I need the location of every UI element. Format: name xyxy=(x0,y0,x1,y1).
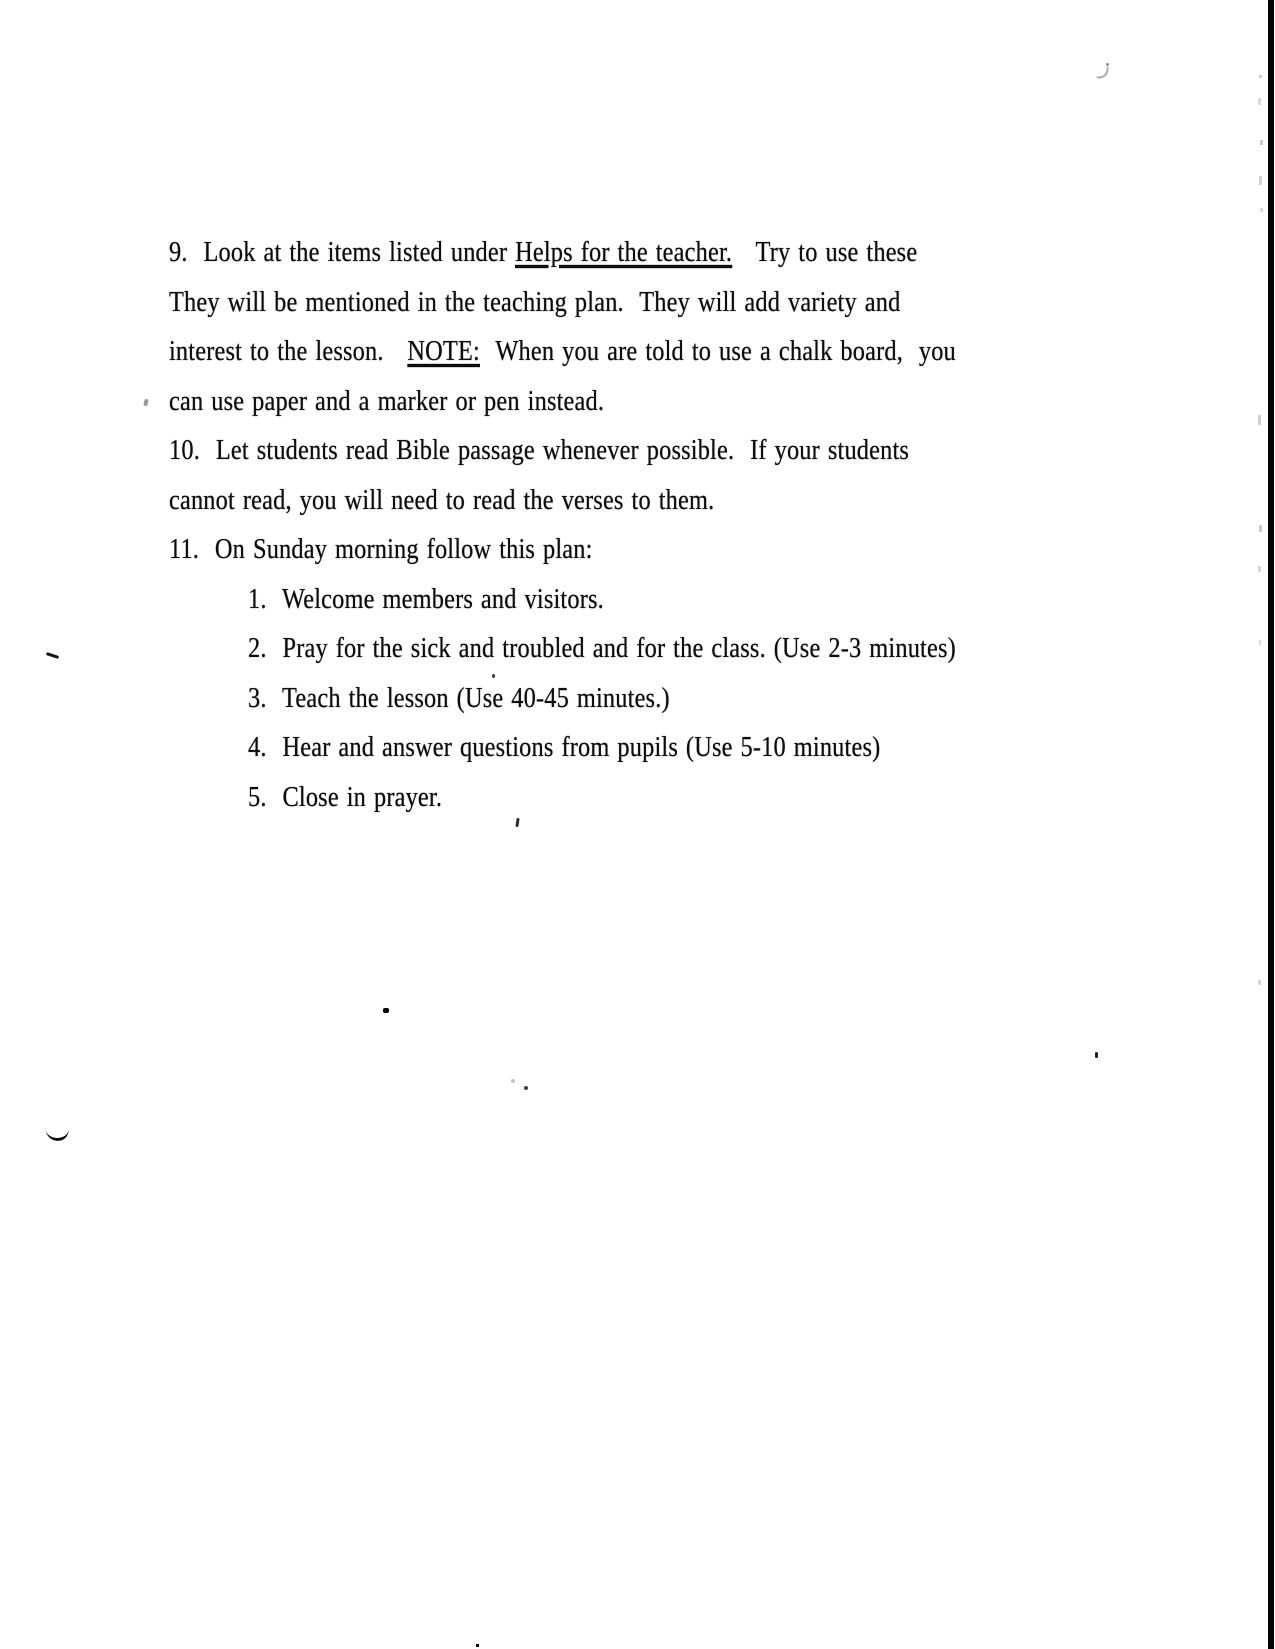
doc-line-item9-row3 xyxy=(169,333,956,369)
scan-edge-noise xyxy=(1259,525,1262,532)
doc-subitem-3 xyxy=(248,680,670,716)
scan-edge-line xyxy=(1268,0,1274,1649)
text-run: interest to the lesson. xyxy=(169,335,408,367)
scan-edge-noise xyxy=(1258,98,1261,105)
scan-dot xyxy=(383,1008,389,1013)
scan-comma-speck xyxy=(515,818,519,827)
scan-speck xyxy=(492,674,495,678)
doc-subitem-2 xyxy=(248,630,956,666)
scan-speck xyxy=(524,1086,528,1090)
scan-edge-noise xyxy=(1258,566,1261,572)
text-run: 10. Let students read Bible passage whenever possible. If your students xyxy=(169,434,910,466)
scan-edge-noise xyxy=(1258,980,1261,985)
scan-tick-mark xyxy=(46,652,59,659)
text-run: can use paper and a marker or pen instead. xyxy=(169,385,605,417)
scan-speck xyxy=(143,399,149,407)
doc-line-item10-row2 xyxy=(169,482,714,518)
scan-speck xyxy=(511,1079,515,1083)
text-run: When you are told to use a chalk board, you xyxy=(479,335,956,367)
scan-dot xyxy=(1095,1052,1098,1058)
scan-edge-noise xyxy=(1259,176,1262,185)
doc-subitem-5 xyxy=(248,779,442,815)
doc-line-item11 xyxy=(169,531,593,567)
scan-edge-noise xyxy=(1260,140,1263,145)
doc-subitem-4 xyxy=(248,729,880,765)
text-run: 1. Welcome members and visitors. xyxy=(248,583,604,615)
text-run: 9. Look at the items listed under xyxy=(169,236,516,268)
doc-subitem-1 xyxy=(248,581,604,617)
text-run: 11. On Sunday morning follow this plan: xyxy=(169,533,593,565)
scan-squiggle-mark xyxy=(1096,65,1109,79)
scan-edge-noise xyxy=(1258,415,1261,425)
scan-edge-noise xyxy=(1260,208,1263,212)
doc-line-item9-row2 xyxy=(169,284,900,320)
underlined-phrase-note: NOTE: xyxy=(407,335,480,367)
scan-edge-noise xyxy=(1259,75,1262,78)
text-run: 4. Hear and answer questions from pupils (Use 5-10 minutes) xyxy=(248,731,881,763)
text-run: 3. Teach the lesson (Use 40-45 minutes.) xyxy=(248,682,670,714)
scan-speck xyxy=(1106,63,1109,66)
doc-line-item10-row1 xyxy=(169,432,909,468)
scan-curved-pen-mark xyxy=(45,1125,69,1142)
text-run: 5. Close in prayer. xyxy=(248,781,443,813)
scan-dot xyxy=(476,1644,479,1647)
text-run: cannot read, you will need to read the verses to them. xyxy=(169,484,715,516)
underlined-phrase-helps-for-the-teacher: Helps for the teacher. xyxy=(515,236,733,268)
text-run: 2. Pray for the sick and troubled and for the class. (Use 2-3 minutes) xyxy=(248,632,956,664)
doc-line-item9-row4 xyxy=(169,383,604,419)
text-run: They will be mentioned in the teaching plan. They will add variety and xyxy=(169,286,901,318)
text-run: Try to use these xyxy=(732,236,918,268)
scan-edge-noise xyxy=(1259,640,1261,645)
doc-line-item9-row1 xyxy=(169,234,917,270)
